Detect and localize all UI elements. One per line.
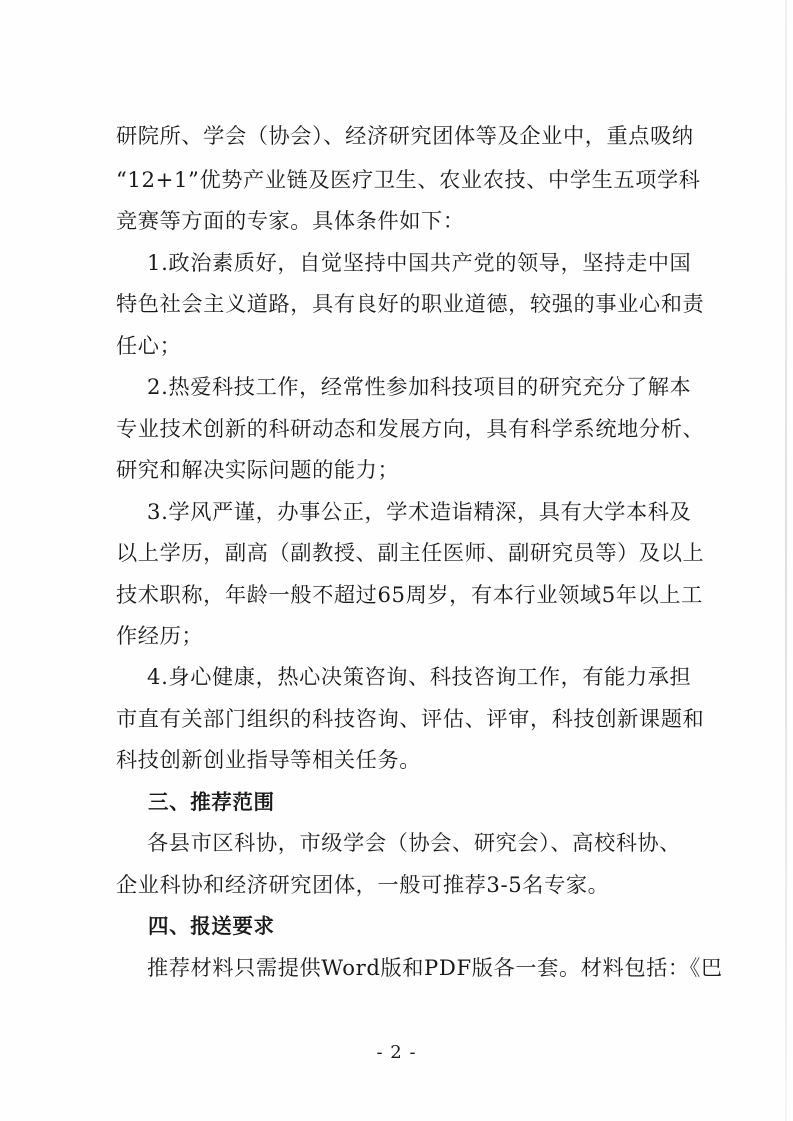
body-text-line: 4.身心健康，热心决策咨询、科技咨询工作，有能力承担 bbox=[147, 664, 692, 689]
body-text-line: 3.学风严谨，办事公正，学术造诣精深，具有大学本科及 bbox=[147, 499, 692, 524]
body-text-line: 推荐材料只需提供Word版和PDF版各一套。材料包括：《巴 bbox=[147, 955, 723, 980]
body-text-line: 作经历； bbox=[116, 623, 204, 648]
body-text-line: 任心； bbox=[116, 333, 182, 358]
body-text-line: 科技创新创业指导等相关任务。 bbox=[116, 747, 422, 772]
section-heading: 三、推荐范围 bbox=[148, 790, 275, 814]
body-text-line: 技术职称，年龄一般不超过65周岁，有本行业领域5年以上工 bbox=[116, 582, 703, 607]
body-text-line: 专业技术创新的科研动态和发展方向，具有科学系统地分析、 bbox=[116, 416, 705, 441]
body-text-line: 研究和解决实际问题的能力； bbox=[116, 457, 400, 482]
section-heading: 四、报送要求 bbox=[148, 914, 275, 938]
body-text-line: 市直有关部门组织的科技咨询、评估、评审，科技创新课题和 bbox=[116, 706, 705, 731]
body-text-line: 2.热爱科技工作，经常性参加科技项目的研究充分了解本 bbox=[147, 374, 692, 399]
body-text-line: 各县市区科协，市级学会（协会、研究会）、高校科协、 bbox=[147, 830, 682, 855]
body-text-line: 以上学历，副高（副教授、副主任医师、副研究员等）及以上 bbox=[116, 540, 705, 565]
body-text-line: 研院所、学会（协会）、经济研究团体等及企业中，重点吸纳 bbox=[116, 123, 694, 148]
body-text-line: 1.政治素质好，自觉坚持中国共产党的领导，坚持走中国 bbox=[147, 250, 692, 275]
body-text-line: 竞赛等方面的专家。具体条件如下： bbox=[116, 208, 465, 233]
body-text-line: 企业科协和经济研究团体，一般可推荐3-5名专家。 bbox=[116, 872, 610, 897]
body-text-line: 特色社会主义道路，具有良好的职业道德，较强的事业心和责 bbox=[116, 291, 705, 316]
scan-edge-shadow bbox=[785, 0, 787, 1121]
body-text-line: “12+1”优势产业链及医疗卫生、农业农技、中学生五项学科 bbox=[116, 167, 701, 192]
page-number: - 2 - bbox=[376, 1042, 417, 1063]
